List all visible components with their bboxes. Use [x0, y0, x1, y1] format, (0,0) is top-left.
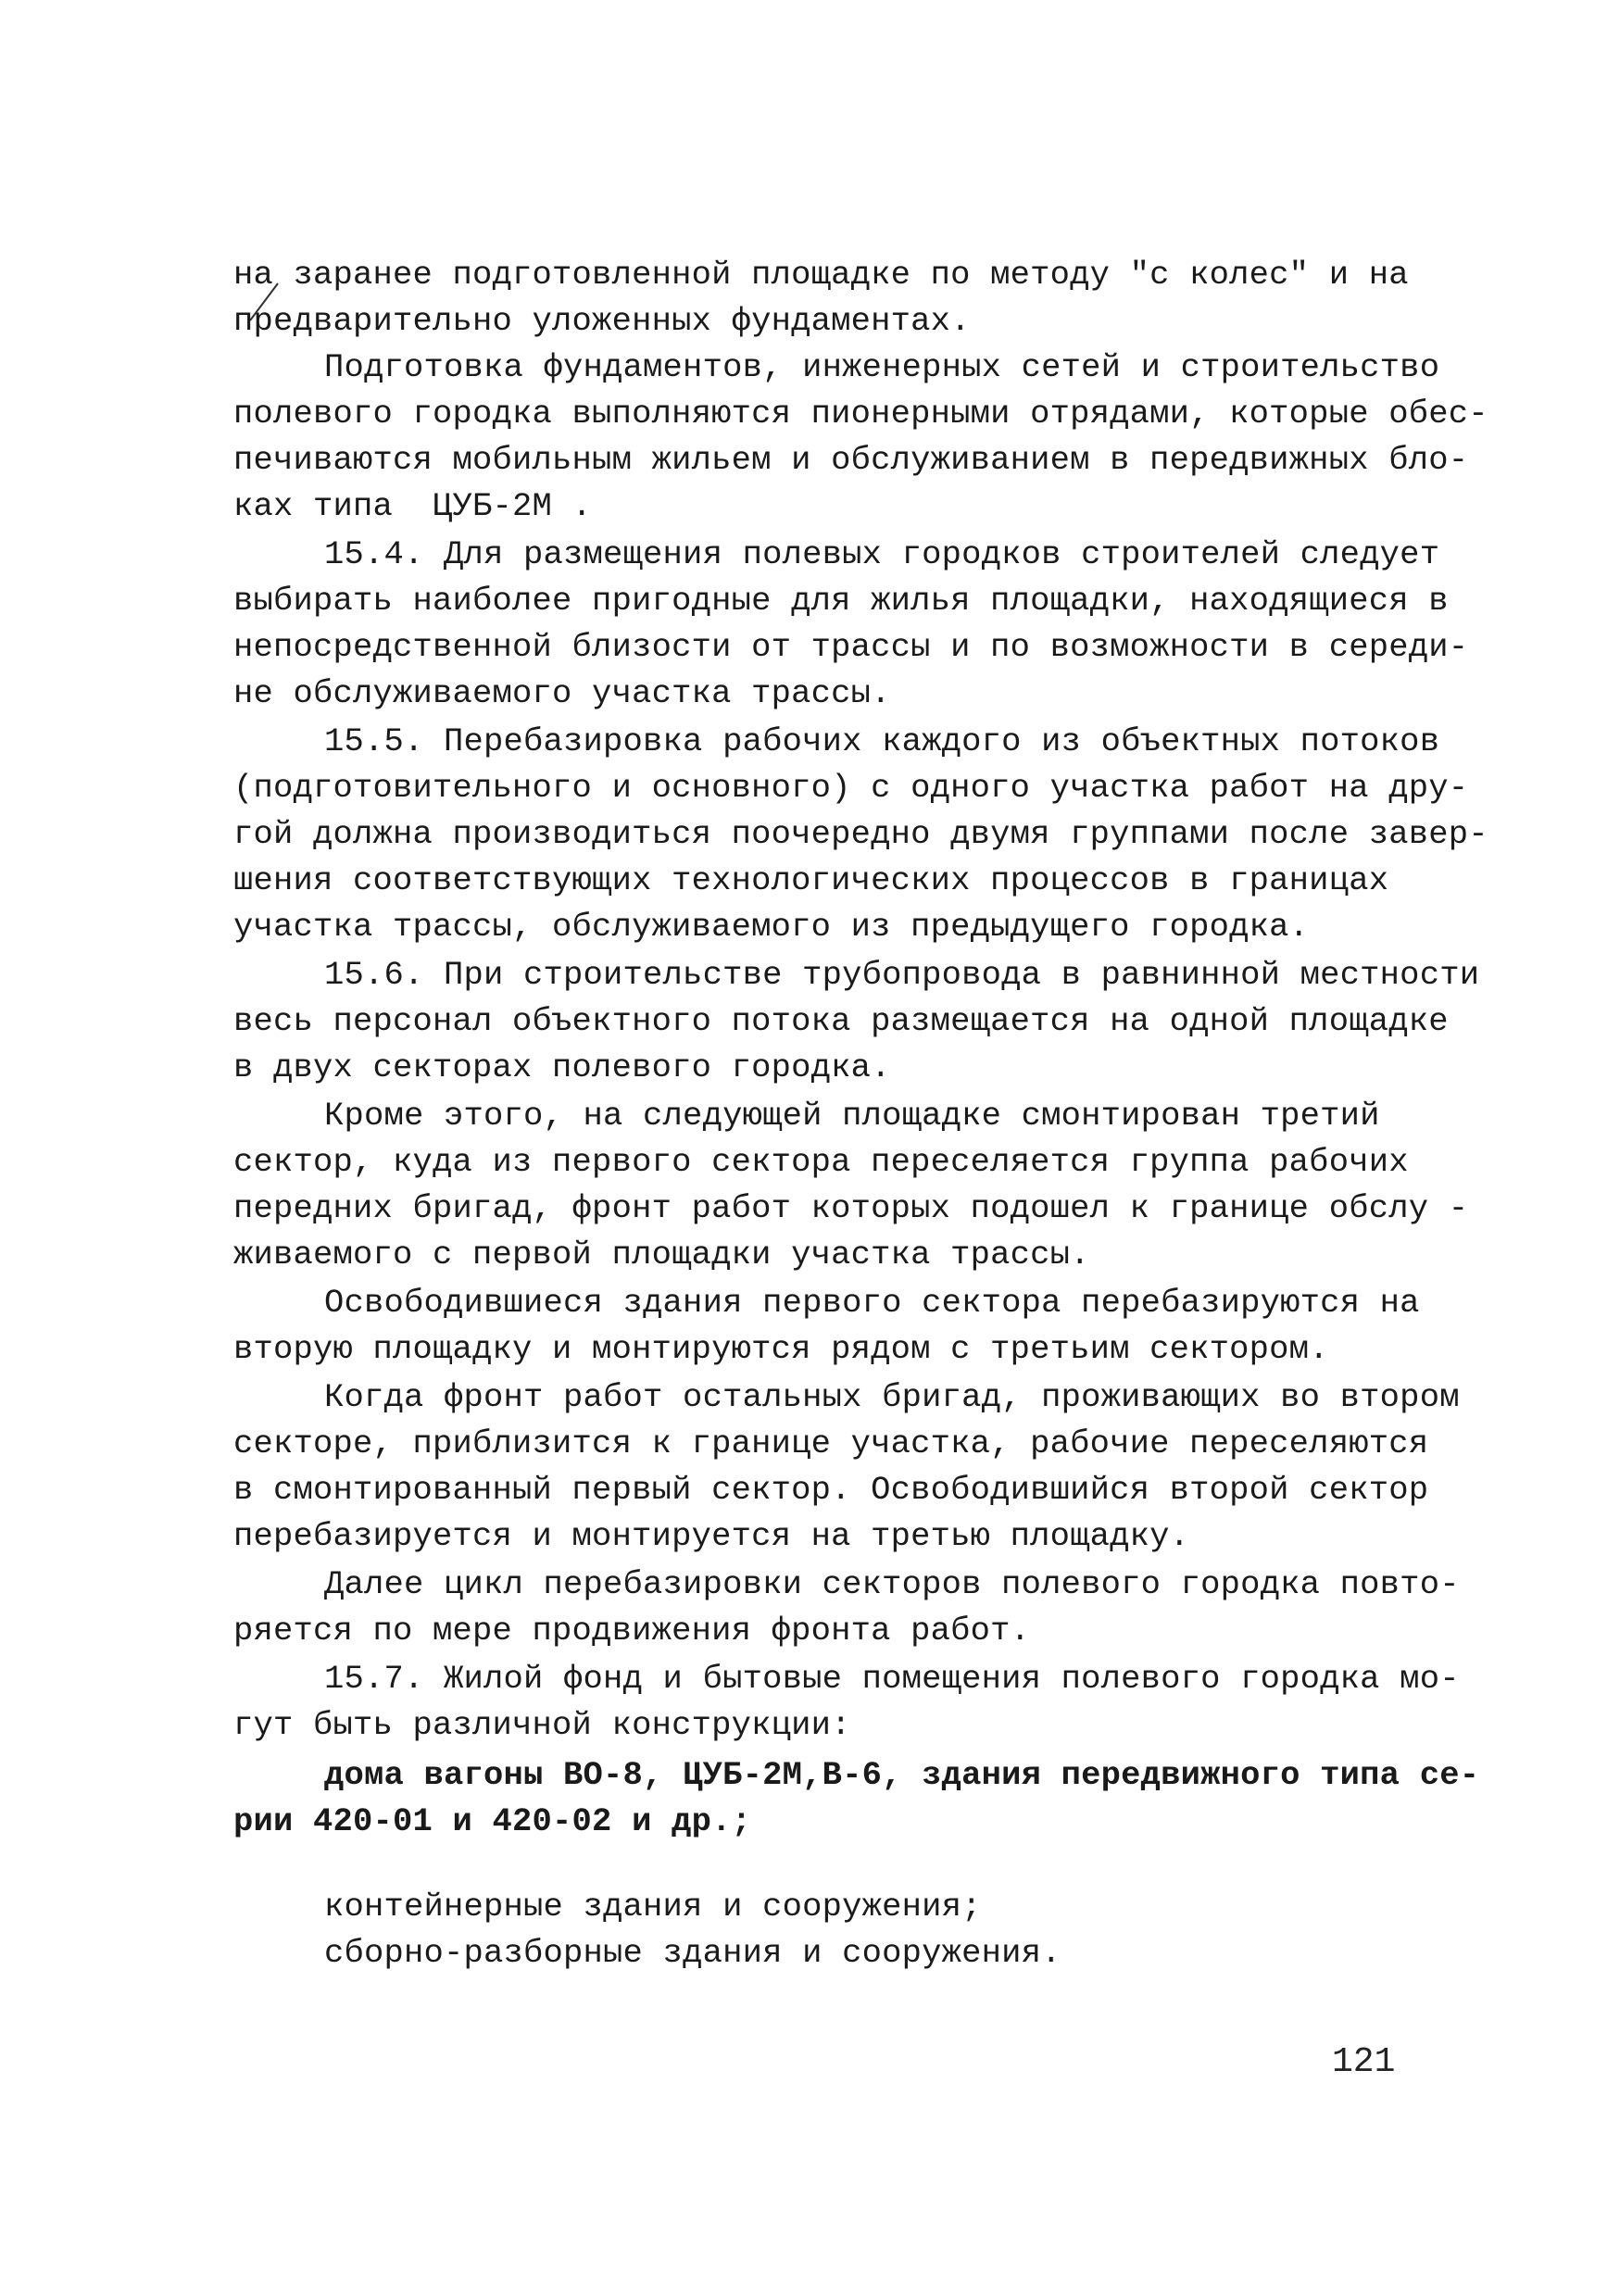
text-line: гой должна производиться поочередно двумя группами после завер-: [233, 815, 1488, 853]
text-line: в смонтированный первый сектор. Освободившийся второй сектор: [233, 1471, 1429, 1509]
text-line: полевого городка выполняются пионерными отрядами, которые обес-: [233, 395, 1488, 433]
text-line: выбирать наиболее пригодные для жилья площадки, находящиеся в: [233, 582, 1449, 620]
text-line: гут быть различной конструкции:: [233, 1706, 851, 1744]
text-line: шения соответствующих технологических процессов в границах: [233, 861, 1389, 899]
text-line: Подготовка фундаментов, инженерных сетей и строительство: [324, 348, 1440, 386]
text-line: не обслуживаемого участка трассы.: [233, 674, 891, 712]
text-line: участка трассы, обслуживаемого из предыдущего городка.: [233, 908, 1310, 946]
text-line: вторую площадку и монтируются рядом с третьим сектором.: [233, 1330, 1329, 1368]
text-line: ряется по мере продвижения фронта работ.: [233, 1612, 1031, 1650]
text-line: предварительно уложенных фундаментах.: [233, 302, 971, 340]
text-line: секторе, приблизится к границе участка, рабочие переселяются: [233, 1424, 1429, 1462]
text-line: Далее цикл перебазировки секторов полевого городка повто-: [324, 1565, 1460, 1603]
text-line: живаемого с первой площадки участка трассы.: [233, 1236, 1090, 1273]
text-line: контейнерные здания и сооружения;: [324, 1888, 982, 1926]
text-line: рии 420-01 и 420-02 и др.;: [233, 1802, 752, 1840]
text-line: (подготовительного и основного) с одного участка работ на дру-: [233, 769, 1469, 807]
text-line: сборно-разборные здания и сооружения.: [324, 1934, 1061, 1972]
text-line: перебазируется и монтируется на третью площадку.: [233, 1517, 1190, 1555]
text-line: 15.7. Жилой фонд и бытовые помещения полевого городка мо-: [324, 1660, 1460, 1698]
text-line: 15.4. Для размещения полевых городков строителей следует: [324, 535, 1440, 573]
text-line: на заранее подготовленной площадке по методу "с колес" и на: [233, 256, 1409, 294]
text-line: сектор, куда из первого сектора переселяется группа рабочих: [233, 1143, 1409, 1181]
text-line: ках типа ЦУБ-2М .: [233, 487, 593, 525]
text-line: в двух секторах полевого городка.: [233, 1048, 891, 1086]
text-line: передних бригад, фронт работ которых подошел к границе обслу -: [233, 1189, 1469, 1227]
page-number: 121: [1332, 2042, 1396, 2082]
text-line: Кроме этого, на следующей площадке смонтирован третий: [324, 1097, 1380, 1135]
text-line: непосредственной близости от трассы и по возможности в середи-: [233, 628, 1469, 666]
text-line: весь персонал объектного потока размещается на одной площадке: [233, 1002, 1449, 1040]
text-line: 15.6. При строительстве трубопровода в равнинной местности: [324, 956, 1480, 994]
text-line: 15.5. Перебазировка рабочих каждого из объектных потоков: [324, 722, 1440, 760]
text-line: Когда фронт работ остальных бригад, проживающих во втором: [324, 1378, 1460, 1416]
text-line: Освободившиеся здания первого сектора перебазируются на: [324, 1284, 1420, 1322]
text-line: дома вагоны ВО-8, ЦУБ-2М,В-6, здания передвижного типа се-: [324, 1756, 1480, 1794]
text-line: печиваются мобильным жильем и обслуживанием в передвижных бло-: [233, 441, 1469, 479]
